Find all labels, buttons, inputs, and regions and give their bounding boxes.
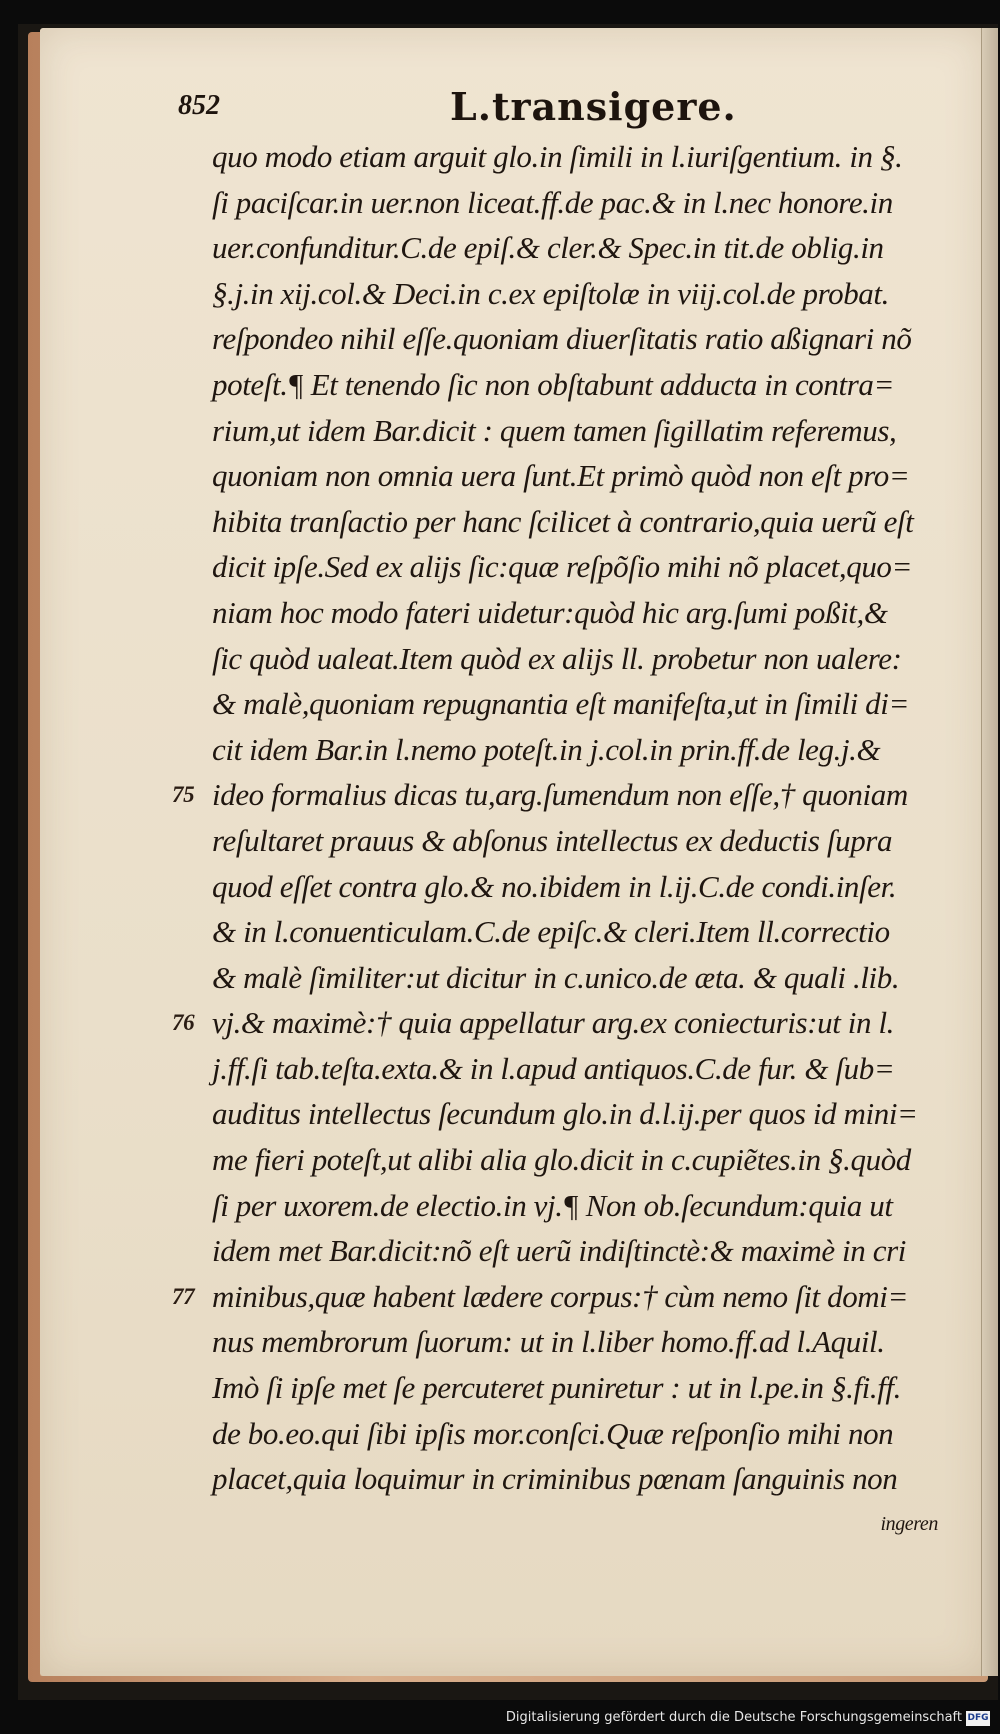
text-line bbox=[172, 225, 952, 271]
text-line bbox=[172, 818, 952, 864]
text-line bbox=[172, 1456, 952, 1502]
margin-number: 76 bbox=[172, 1010, 195, 1036]
line-text: ſic quòd ualeat.Item quòd ex alijs ll. probetur non ualere: bbox=[212, 640, 902, 676]
text-line bbox=[172, 1046, 952, 1092]
line-text: reſultaret prauus & abſonus intellectus ex deductis ſupra bbox=[212, 822, 893, 858]
line-text: & malè ſimiliter:ut dicitur in c.unico.de æta. & quali .lib. bbox=[212, 959, 900, 995]
text-line bbox=[172, 636, 952, 682]
line-text: quo modo etiam arguit glo.in ſimili in l.iuriſgentium. in §. bbox=[212, 139, 903, 174]
line-text: ſi per uxorem.de electio.in vj.¶ Non ob.ſecundum:quia ut bbox=[212, 1187, 893, 1223]
text-line bbox=[172, 271, 952, 317]
text-line bbox=[172, 590, 952, 636]
running-title: L.transigere. bbox=[450, 84, 737, 129]
line-text: dicit ipſe.Sed ex alijs ſic:quæ reſpõſio mihi nõ placet,quo= bbox=[212, 549, 913, 585]
line-text: reſpondeo nihil eſſe.quoniam diuerſitatis ratio aßignari nõ bbox=[212, 321, 912, 357]
line-text: hibita tranſactio per hanc ſcilicet à contrario,quia uerũ eſt bbox=[212, 503, 914, 539]
text-line bbox=[172, 864, 952, 910]
text-line bbox=[172, 1411, 952, 1457]
text-line bbox=[172, 909, 952, 955]
line-text: poteſt.¶ Et tenendo ſic non obſtabunt adducta in contra= bbox=[212, 366, 895, 402]
catchword-line bbox=[172, 1502, 952, 1548]
text-line bbox=[172, 499, 952, 545]
line-text: Imò ſi ipſe met ſe percuteret puniretur : ut in l.pe.in §.fi.ff. bbox=[212, 1370, 901, 1406]
text-line bbox=[172, 316, 952, 362]
text-line bbox=[172, 1183, 952, 1229]
text-line bbox=[172, 362, 952, 408]
text-line bbox=[172, 772, 952, 818]
text-line bbox=[172, 180, 952, 226]
footer-credit: Digitalisierung gefördert durch die Deutsche Forschungsgemeinschaft bbox=[505, 1710, 962, 1725]
line-text: niam hoc modo fateri uidetur:quòd hic arg.ſumi poßit,& bbox=[212, 594, 888, 630]
footer-bar bbox=[0, 1704, 1000, 1734]
line-text: me fieri poteſt,ut alibi alia glo.dicit in c.cupiẽtes.in §.quòd bbox=[212, 1142, 911, 1178]
text-line bbox=[172, 544, 952, 590]
margin-number: 77 bbox=[172, 1283, 195, 1309]
line-text: cit idem Bar.in l.nemo poteſt.in j.col.in prin.ff.de leg.j.& bbox=[212, 731, 881, 767]
line-text: j.ff.ſi tab.teſta.exta.& in l.apud antiquos.C.de fur. & ſub= bbox=[212, 1050, 895, 1086]
text-line bbox=[172, 134, 952, 180]
text-line bbox=[172, 1000, 952, 1046]
line-text: quoniam non omnia uera ſunt.Et primò quòd non eſt pro= bbox=[212, 458, 910, 494]
line-text: quod eſſet contra glo.& no.ibidem in l.ij.C.de condi.inſer. bbox=[212, 868, 897, 904]
line-text: & in l.conuenticulam.C.de epiſc.& cleri.Item ll.correctio bbox=[212, 914, 890, 950]
text-line bbox=[172, 1365, 952, 1411]
line-text: ſi paciſcar.in uer.non liceat.ff.de pac.& in l.nec honore.in bbox=[212, 184, 893, 220]
line-text: auditus intellectus ſecundum glo.in d.l.ij.per quos id mini= bbox=[212, 1096, 918, 1132]
line-text: idem met Bar.dicit:nõ eſt uerũ indiſtinctè:& maximè in cri bbox=[212, 1233, 906, 1269]
line-text: ideo formalius dicas tu,arg.ſumendum non eſſe,† quoniam bbox=[212, 777, 908, 813]
line-text: & malè,quoniam repugnantia eſt manifeſta,ut in ſimili di= bbox=[212, 686, 910, 722]
text-line bbox=[172, 955, 952, 1001]
dfg-logo-icon: DFG bbox=[966, 1711, 990, 1726]
line-text: §.j.in xij.col.& Deci.in c.ex epiſtolæ in viij.col.de probat. bbox=[212, 275, 889, 311]
text-line bbox=[172, 1274, 952, 1320]
text-line bbox=[172, 453, 952, 499]
text-line bbox=[172, 727, 952, 773]
text-line bbox=[172, 408, 952, 454]
text-line bbox=[172, 681, 952, 727]
text-line bbox=[172, 1137, 952, 1183]
line-text: rium,ut idem Bar.dicit : quem tamen ſigillatim referemus, bbox=[212, 412, 897, 448]
margin-number: 75 bbox=[172, 782, 195, 808]
line-text: minibus,quæ habent lædere corpus:† cùm nemo ſit domi= bbox=[212, 1278, 909, 1314]
line-text: nus membrorum ſuorum: ut in l.liber homo.ff.ad l.Aquil. bbox=[212, 1324, 885, 1360]
line-text: placet,quia loquimur in criminibus pœnam ſanguinis non bbox=[212, 1461, 898, 1497]
text-line bbox=[172, 1228, 952, 1274]
catchword: ingeren bbox=[880, 1512, 938, 1535]
main-text-block bbox=[172, 134, 952, 1547]
book-gutter bbox=[981, 28, 998, 1676]
text-line bbox=[172, 1319, 952, 1365]
line-text: vj.& maximè:† quia appellatur arg.ex coniecturis:ut in l. bbox=[212, 1005, 895, 1041]
line-text: uer.confunditur.C.de epiſ.& cler.& Spec.in tit.de oblig.in bbox=[212, 230, 884, 266]
folio-number: 852 bbox=[178, 90, 220, 121]
line-text: de bo.eo.qui ſibi ipſis mor.conſci.Quæ reſponſio mihi non bbox=[212, 1415, 894, 1451]
text-line bbox=[172, 1091, 952, 1137]
